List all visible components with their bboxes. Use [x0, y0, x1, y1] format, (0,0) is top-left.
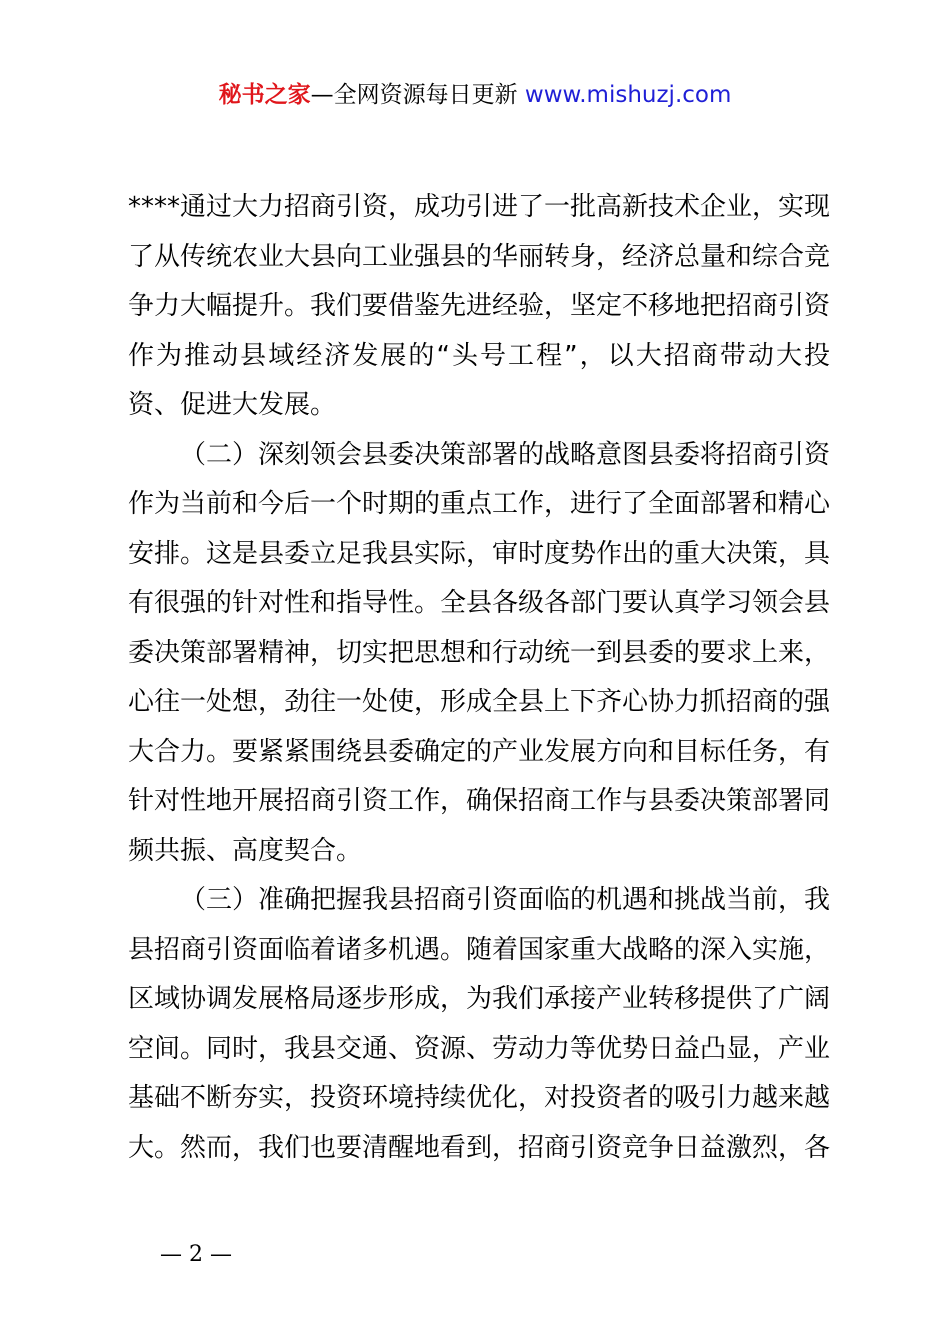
paragraph-section-3: （三）准确把握我县招商引资面临的机遇和挑战当前，我县招商引资面临着诸多机遇。随着国家重大战略的深入实施，区域协调发展格局逐步形成，为我们承接产业转移提供了广阔空间。同时，我县交通、资源、劳动力等优势日益凸显，产业基础不断夯实，投资环境持续优化，对投资者的吸引力越来越大。然而，我们也要清醒地看到，招商引资竞争日益激烈，各	[128, 885, 831, 1163]
site-header	[0, 78, 950, 112]
paragraph-section-2: （二）深刻领会县委决策部署的战略意图县委将招商引资作为当前和今后一个时期的重点工作，进行了全面部署和精心安排。这是县委立足我县实际，审时度势作出的重大决策，具有很强的针对性和指导性。全县各级各部门要认真学习领会县委决策部署精神，切实把思想和行动统一到县委的要求上来，心往一处想，劲往一处使，形成全县上下齐心协力抓招商的强大合力。要紧紧围绕县委确定的产业发展方向和目标任务，有针对性地开展招商引资工作，确保招商工作与县委决策部署同频共振、高度契合。	[128, 439, 831, 866]
brand-name: 秘书之家	[218, 82, 311, 108]
site-url-link[interactable]: www.mishuzj.com	[524, 82, 732, 108]
header-tagline: —全网资源每日更新	[310, 82, 525, 108]
page-number: — 2 —	[160, 1242, 232, 1267]
document-body	[128, 183, 830, 1173]
paragraph-continuation: ****通过大力招商引资，成功引进了一批高新技术企业，实现了从传统农业大县向工业强县的华丽转身，经济总量和综合竞争力大幅提升。我们要借鉴先进经验，坚定不移地把招商引资作为推动县域经济发展的“头号工程”，以大招商带动大投资、促进大发展。	[128, 192, 831, 420]
